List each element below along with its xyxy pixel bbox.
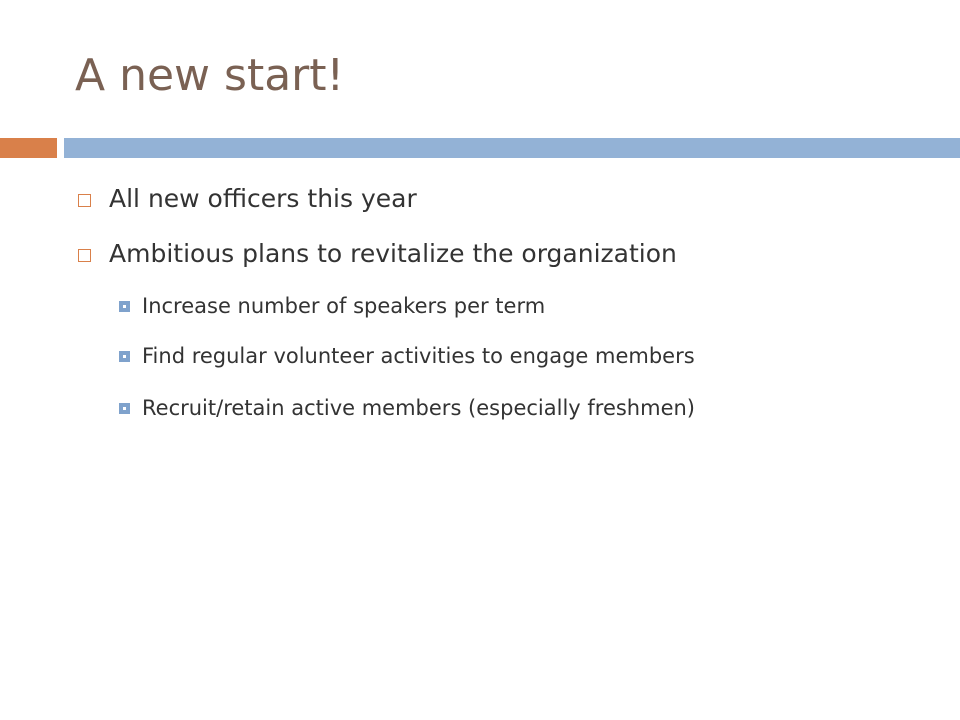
bullet-text: Ambitious plans to revitalize the organization [109,239,677,268]
filled-square-icon [119,351,130,362]
sub-bullet-text: Increase number of speakers per term [142,294,546,318]
bullet-text: All new officers this year [109,184,417,213]
sub-bullet-item [119,292,545,320]
sub-bullet-text: Recruit/retain active members (especially freshmen) [142,396,695,420]
hollow-square-icon [78,194,91,207]
hollow-square-icon [78,249,91,262]
accent-bar-blue [64,138,960,158]
sub-bullet-item [119,342,695,370]
accent-bar-orange [0,138,57,158]
filled-square-icon [119,403,130,414]
filled-square-icon [119,301,130,312]
sub-bullet-item [119,394,695,422]
slide-title: A new start! [75,50,345,101]
bullet-item [78,238,677,270]
sub-bullet-text: Find regular volunteer activities to engage members [142,344,695,368]
bullet-item [78,183,417,215]
